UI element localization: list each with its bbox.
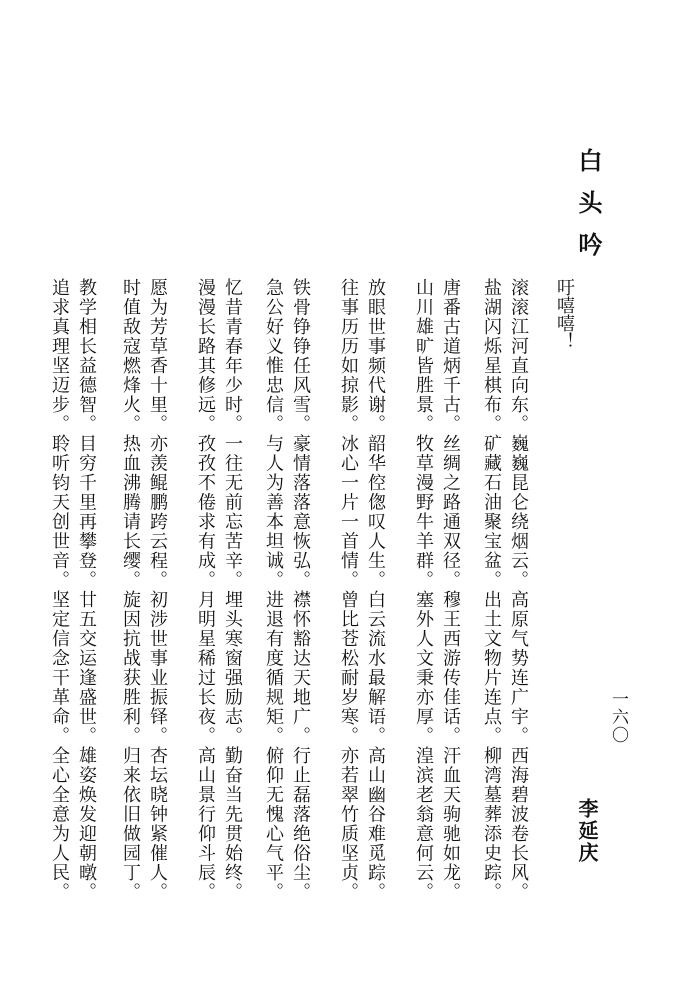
verse-line: 放眼世事频代谢。韶华倥偬叹人生。白云流水最解语。高山幽谷难觅踪。 [365,278,386,902]
verse-line: 滚滚江河直向东。巍巍昆仑绕烟云。高原气势连广宇。西海碧波卷长风。 [508,278,529,902]
verse-line: 唐番古道炳千古。丝绸之路通双径。穆王西游传佳话。汗血天驹驰如龙。 [440,278,461,902]
verse-line: 往事历历如掠影。冰心一片一首情。曾比苍松耐岁寒。亦若翠竹质坚贞。 [338,278,359,902]
verse-line: 忆昔青春年少时。一往无前忘苦辛。埋头寒窗强励志。勤奋当先贯始终。 [222,278,243,902]
verse-line: 铁骨铮铮任风雪。豪情落落意恢弘。襟怀豁达天地广。行止磊落绝俗尘。 [290,278,311,902]
page-number: 一六〇 [608,690,628,744]
verse-line: 时值敌寇燃烽火。热血沸腾请长缨。旋因抗战获胜利。归来依旧做园丁。 [120,278,141,902]
poem-intro: 吁嘻嘻！ [554,278,575,350]
verse-line: 漫漫长路其修远。孜孜不倦求有成。月明星稀过长夜。高山景行仰斗辰。 [195,278,216,902]
poem-author: 李延庆 [575,798,599,864]
verse-line: 盐湖闪烁星棋布。矿藏石油聚宝盆。出土文物片连点。柳湾墓葬添史踪。 [481,278,502,902]
verse-line: 教学相长益德智。目穷千里再攀登。廿五交运逢盛世。雄姿焕发迎朝暾。 [76,278,97,902]
poem-title: 白头吟 [574,148,603,274]
verse-line: 山川雄旷皆胜景。牧草漫野牛羊群。塞外人文秉亦厚。湟滨老翁意何云。 [413,278,434,902]
verse-line: 追求真理坚迈步。聆听钧天创世音。坚定信念干革命。全心全意为人民。 [49,278,70,902]
verse-line: 愿为芳草香十里。亦羡鲲鹏跨云程。初涉世事业振铎。杏坛晓钟紧催人。 [147,278,168,902]
verse-line: 急公好义惟忠信。与人为善本坦诚。进退有度循规矩。俯仰无愧心气平。 [263,278,284,902]
